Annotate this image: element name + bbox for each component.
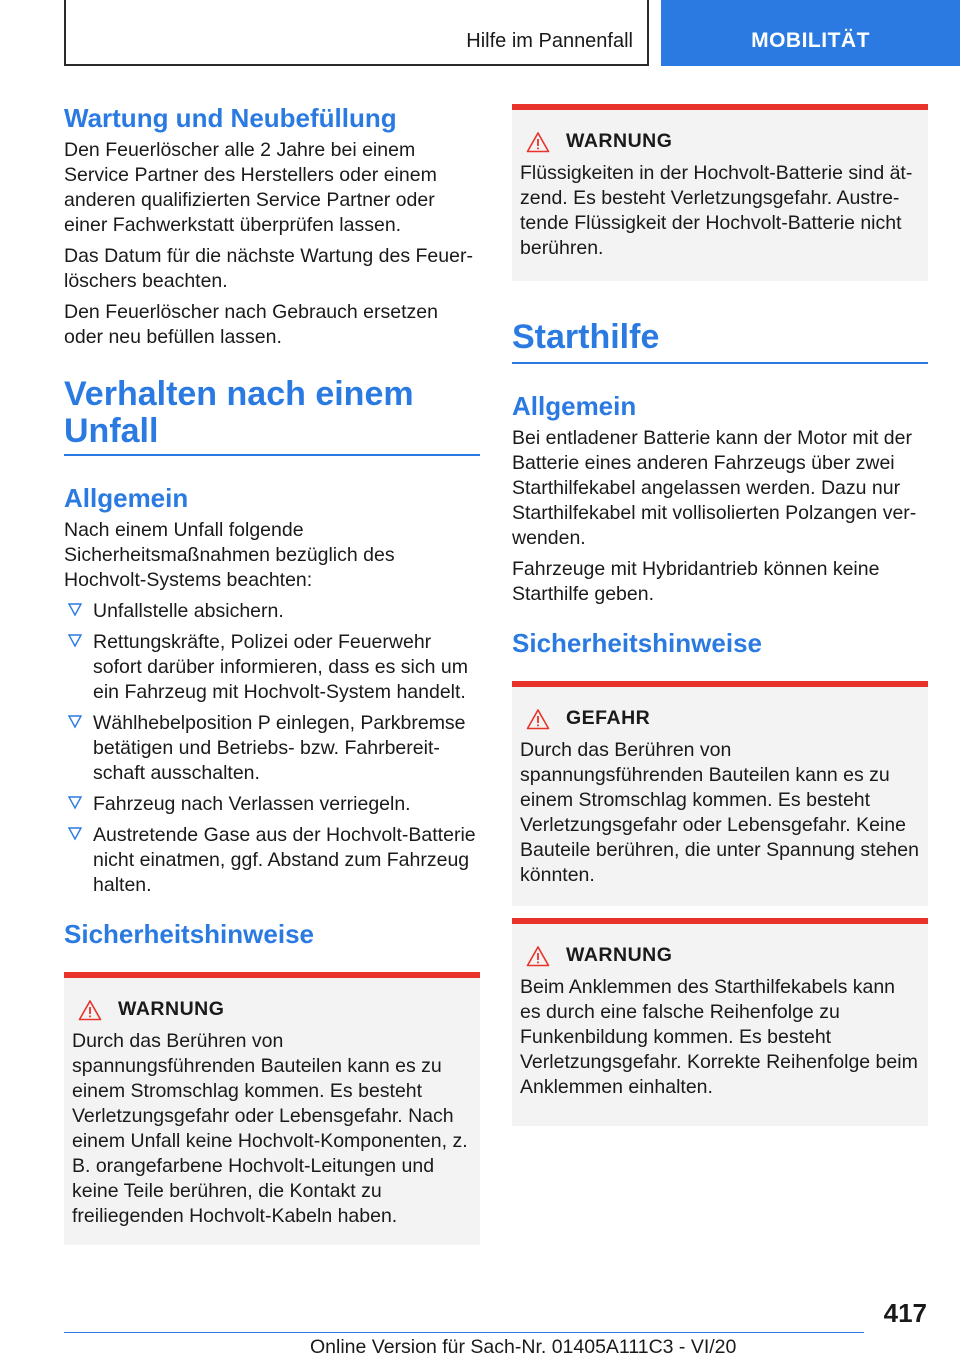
heading-unfall-line2: Unfall bbox=[64, 412, 159, 450]
warning-triangle-icon bbox=[526, 945, 550, 967]
heading-allgemein: Allgemein bbox=[64, 483, 189, 513]
warning-box-header bbox=[520, 130, 920, 153]
triangle-bullet-icon bbox=[68, 715, 82, 729]
danger-box bbox=[512, 681, 928, 906]
bullet-list bbox=[64, 599, 480, 898]
heading-unfall-line1: Verhalten nach einem bbox=[64, 375, 414, 413]
warning-triangle-icon bbox=[526, 131, 550, 153]
section-title: Hilfe im Pannenfall bbox=[466, 30, 633, 52]
heading-sicherheitshinweise: Sicherheitshinweise bbox=[64, 919, 314, 949]
warning-text: Durch das Berühren von spannungsführenden Bauteilen kann es zu einem Stromschlag kommen. Es besteht Verletzungsgefahr oder Lebensgefahr. Nach einem Unfall keine Hochvolt-Komponenten, z. B. orangefarbene Hochvolt-Leitungen und keine Teile berühren, die Kontakt zu freiliegenden Hochvolt-Kabeln haben. bbox=[72, 1030, 468, 1227]
heading-unfall bbox=[64, 376, 480, 456]
warning-box bbox=[512, 104, 928, 281]
warning-box-header bbox=[520, 944, 920, 967]
heading-wartung: Wartung und Neubefüllung bbox=[64, 103, 397, 133]
warning-label: WARNUNG bbox=[566, 944, 673, 966]
warning-triangle-icon bbox=[78, 999, 102, 1021]
list-item bbox=[64, 599, 480, 624]
paragraph: Den Feuerlöscher nach Gebrauch ersetzen oder neu befüllen lassen. bbox=[64, 301, 438, 348]
paragraph: Nach einem Unfall folgende Sicherheitsmaßnahmen bezüglich des Hochvolt-Systems beachten: bbox=[64, 519, 395, 591]
warning-triangle-icon bbox=[526, 708, 550, 730]
list-item bbox=[64, 792, 480, 817]
warning-label: WARNUNG bbox=[566, 130, 673, 152]
warning-box bbox=[512, 918, 928, 1126]
list-item bbox=[64, 711, 480, 786]
footer-divider bbox=[64, 1332, 864, 1333]
danger-text: Durch das Berühren von spannungsführenden Bauteilen kann es zu einem Stromschlag kommen. Es besteht Verletzungsgefahr oder Lebensgefahr. Keine Bauteile berühren, die unter Spannung stehen könnten. bbox=[520, 739, 919, 886]
list-item-text: Austretende Gase aus der Hochvolt-Batterie nicht einatmen, ggf. Abstand zum Fahrzeug halten. bbox=[93, 824, 476, 896]
triangle-bullet-icon bbox=[68, 827, 82, 841]
warning-box-header bbox=[72, 998, 472, 1021]
warning-text: Flüssigkeiten in der Hochvolt-Batterie sind ätzend. Es besteht Verletzungsgefahr. Austretende Flüssigkeit der Hochvolt-Batterie nicht berühren. bbox=[520, 162, 913, 259]
heading-starthilfe: Starthilfe bbox=[512, 319, 928, 364]
heading-sicherheitshinweise: Sicherheitshinweise bbox=[512, 628, 762, 658]
chapter-tab bbox=[661, 0, 960, 66]
warning-box bbox=[64, 972, 480, 1245]
paragraph: Bei entladener Batterie kann der Motor mit der Batterie eines anderen Fahrzeugs über zwei Starthilfekabel angelassen werden. Dazu nur Starthilfekabel mit vollisolierten Polzangen verwenden. bbox=[512, 427, 917, 549]
list-item bbox=[64, 823, 480, 898]
list-item bbox=[64, 630, 480, 705]
paragraph: Den Feuerlöscher alle 2 Jahre bei einem Service Partner des Herstellers oder einem anderen qualifizierten Service Partner oder einer Fachwerkstatt überprüfen lassen. bbox=[64, 139, 437, 236]
triangle-bullet-icon bbox=[68, 603, 82, 617]
list-item-text: Unfallstelle absichern. bbox=[93, 600, 284, 622]
danger-label: GEFAHR bbox=[566, 707, 651, 729]
right-column bbox=[512, 104, 928, 1126]
list-item-text: Fahrzeug nach Verlassen verriegeln. bbox=[93, 793, 411, 815]
paragraph: Das Datum für die nächste Wartung des Feuerlöschers beachten. bbox=[64, 245, 473, 292]
warning-text: Beim Anklemmen des Starthilfekabels kann es durch eine falsche Reihenfolge zu Funkenbildung kommen. Es besteht Verletzungsgefahr. Korrekte Reihenfolge beim Anklemmen einhalten. bbox=[520, 976, 918, 1098]
header-frame bbox=[64, 0, 649, 66]
triangle-bullet-icon bbox=[68, 634, 82, 648]
footer-version-text: Online Version für Sach-Nr. 01405A111C3 - VI/20 bbox=[310, 1336, 737, 1358]
list-item-text: Wählhebelposition P einlegen, Parkbremse betätigen und Betriebs- bzw. Fahrbereitschaft ausschalten. bbox=[93, 712, 466, 784]
page-number: 417 bbox=[883, 1298, 927, 1328]
triangle-bullet-icon bbox=[68, 796, 82, 810]
heading-allgemein: Allgemein bbox=[512, 391, 637, 421]
chapter-tab-label: MOBILITÄT bbox=[751, 29, 870, 52]
warning-label: WARNUNG bbox=[118, 998, 225, 1020]
paragraph: Fahrzeuge mit Hybridantrieb können keine Starthilfe geben. bbox=[512, 558, 880, 605]
list-item-text: Rettungskräfte, Polizei oder Feuerwehr sofort darüber informieren, dass es sich um ein Fahrzeug mit Hochvolt-System handelt. bbox=[93, 631, 468, 703]
left-column bbox=[64, 102, 480, 1245]
danger-box-header bbox=[520, 707, 920, 730]
